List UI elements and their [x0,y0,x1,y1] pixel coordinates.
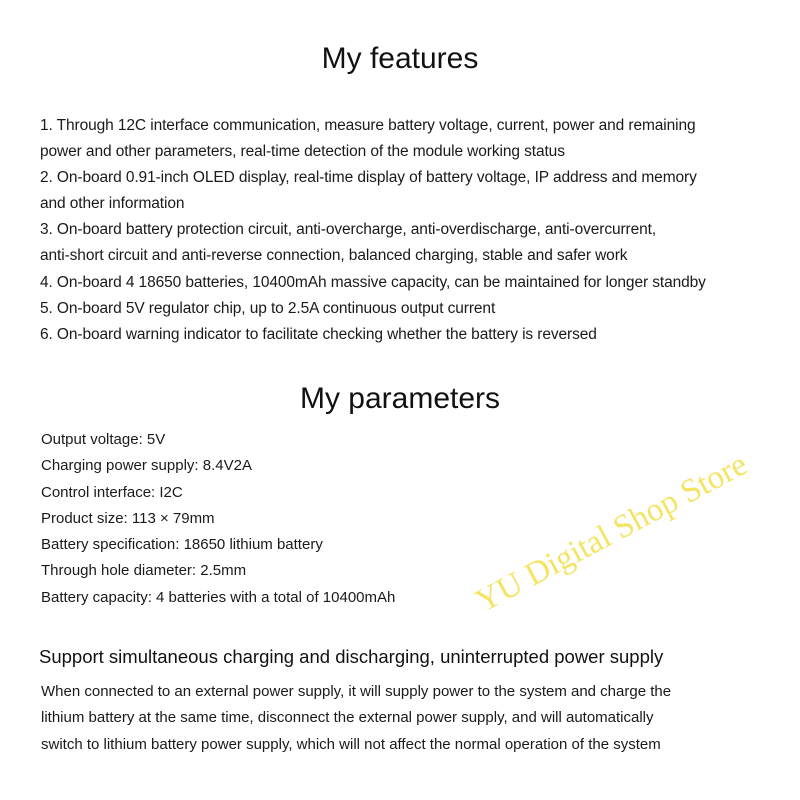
parameter-item: Charging power supply: 8.4V2A [41,457,252,474]
ups-line: lithium battery at the same time, disconnect the external power supply, and will automatically [41,709,654,726]
feature-line: and other information [40,195,185,212]
ups-line: switch to lithium battery power supply, which will not affect the normal operation of the system [41,736,661,753]
store-watermark: YU Digital Shop Store [470,446,754,620]
parameter-item: Battery specification: 18650 lithium battery [41,536,323,553]
ups-line: When connected to an external power supply, it will supply power to the system and charge the [41,683,672,700]
feature-line: 4. On-board 4 18650 batteries, 10400mAh massive capacity, can be maintained for longer standby [40,274,706,291]
feature-line: 1. Through 12C interface communication, measure battery voltage, current, power and remaining [40,117,696,134]
parameter-item: Output voltage: 5V [41,431,166,448]
feature-line: 2. On-board 0.91-inch OLED display, real-time display of battery voltage, IP address and memory [40,169,697,186]
feature-line: 5. On-board 5V regulator chip, up to 2.5A continuous output current [40,300,496,317]
parameter-item: Battery capacity: 4 batteries with a total of 10400mAh [41,589,396,606]
ups-title: Support simultaneous charging and discharging, uninterrupted power supply [39,646,664,667]
feature-line: power and other parameters, real-time detection of the module working status [40,143,565,160]
parameter-item: Control interface: I2C [41,484,183,501]
parameter-item: Through hole diameter: 2.5mm [41,562,247,579]
parameter-item: Product size: 113 × 79mm [41,510,215,527]
features-title: My features [321,42,479,75]
feature-line: 3. On-board battery protection circuit, anti-overcharge, anti-overdischarge, anti-overcurrent, [40,221,657,238]
feature-line: 6. On-board warning indicator to facilitate checking whether the battery is reversed [40,326,597,343]
feature-line: anti-short circuit and anti-reverse connection, balanced charging, stable and safer work [40,247,628,264]
parameters-title: My parameters [299,382,501,415]
